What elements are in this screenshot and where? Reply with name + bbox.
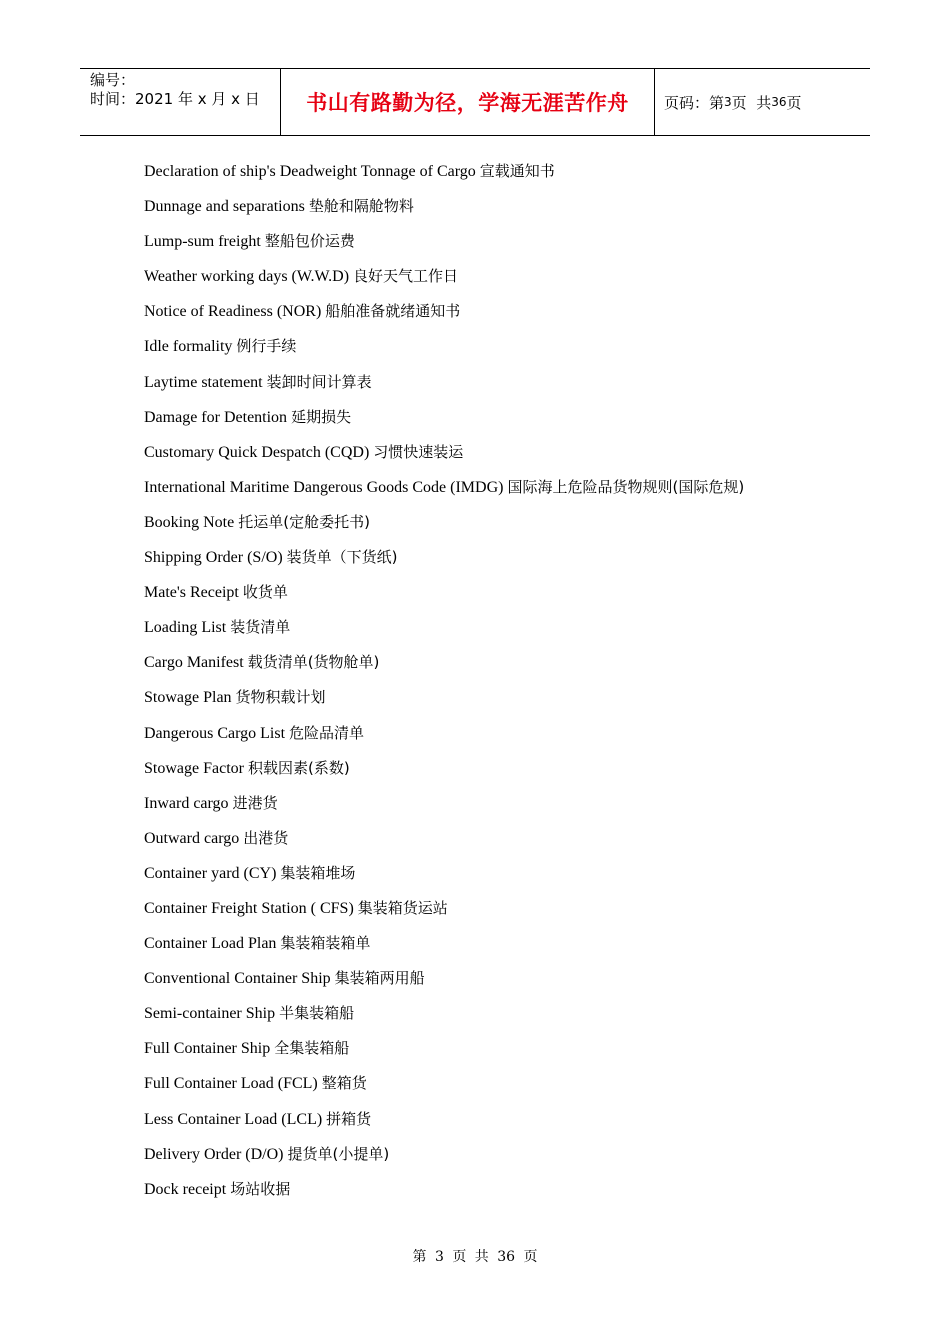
term-chinese: 拼箱货 <box>326 1109 372 1128</box>
term-chinese: 垫舱和隔舱物料 <box>308 197 414 216</box>
term-english: Stowage Plan <box>144 689 232 707</box>
term-english: Dock receipt <box>144 1180 227 1198</box>
term-chinese: 集装箱两用船 <box>334 969 425 988</box>
term-english: Damage for Detention <box>144 408 288 426</box>
term-chinese: 全集装箱船 <box>274 1039 350 1058</box>
term-english: International Maritime Dangerous Goods Code (IMDG) <box>144 478 504 496</box>
list-item <box>144 892 864 927</box>
document-number-label: 编号： <box>90 71 136 89</box>
term-chinese: 进港货 <box>232 793 278 812</box>
term-chinese: 整箱货 <box>321 1074 367 1093</box>
term-english: Loading List <box>144 619 227 637</box>
term-chinese: 装货单（下货纸) <box>286 548 398 567</box>
term-english: Mate's Receipt <box>144 584 239 602</box>
page-header <box>80 68 870 136</box>
list-item <box>144 576 864 611</box>
term-english: Semi-container Ship <box>144 1005 276 1023</box>
term-english: Full Container Load (FCL) <box>144 1075 318 1093</box>
list-item <box>144 857 864 892</box>
list-item <box>144 717 864 752</box>
header-motto: 书山有路勤为径，学海无涯苦作舟 <box>281 69 655 135</box>
term-chinese: 半集装箱船 <box>279 1004 355 1023</box>
term-chinese: 出港货 <box>243 828 289 847</box>
term-english: Dangerous Cargo List <box>144 724 286 742</box>
list-item <box>144 997 864 1032</box>
list-item <box>144 1138 864 1173</box>
footer-word-ye-end: 页 <box>523 1249 538 1265</box>
term-chinese: 例行手续 <box>236 337 297 356</box>
list-item <box>144 646 864 681</box>
term-english: Booking Note <box>144 513 235 531</box>
list-item <box>144 190 864 225</box>
list-item <box>144 611 864 646</box>
page-footer <box>0 1246 950 1266</box>
list-item <box>144 366 864 401</box>
term-chinese: 习惯快速装运 <box>373 442 464 461</box>
term-english: Outward cargo <box>144 829 240 847</box>
term-chinese: 集装箱装箱单 <box>280 934 371 953</box>
list-item <box>144 787 864 822</box>
list-item <box>144 401 864 436</box>
footer-word-di: 第 <box>412 1249 427 1265</box>
term-chinese: 集装箱堆场 <box>280 863 356 882</box>
term-english: Container yard (CY) <box>144 864 277 882</box>
list-item <box>144 962 864 997</box>
term-english: Customary Quick Despatch (CQD) <box>144 443 370 461</box>
term-chinese: 集装箱货运站 <box>357 898 448 917</box>
list-item <box>144 260 864 295</box>
list-item <box>144 927 864 962</box>
term-chinese: 装货清单 <box>230 618 291 637</box>
term-english: Declaration of ship's Deadweight Tonnage of Cargo <box>144 163 476 180</box>
page-label: 页码：第 <box>664 93 725 112</box>
term-english: Weather working days (W.W.D) <box>144 268 350 286</box>
list-item <box>144 822 864 857</box>
list-item <box>144 1173 864 1208</box>
list-item <box>144 1032 864 1067</box>
page-mid-label: 页 共 <box>731 93 772 112</box>
term-english: Notice of Readiness (NOR) <box>144 303 322 321</box>
term-english: Lump-sum freight <box>144 233 261 251</box>
header-meta <box>80 69 281 135</box>
list-item <box>144 1067 864 1102</box>
term-chinese: 装卸时间计算表 <box>266 372 372 391</box>
term-english: Stowage Factor <box>144 759 244 777</box>
list-item <box>144 506 864 541</box>
term-chinese: 货物积载计划 <box>235 688 326 707</box>
list-item <box>144 225 864 260</box>
term-english: Delivery Order (D/O) <box>144 1145 284 1163</box>
term-english: Dunnage and separations <box>144 198 305 216</box>
term-chinese: 危险品清单 <box>289 723 365 742</box>
list-item <box>144 436 864 471</box>
list-item <box>144 155 864 190</box>
list-item <box>144 1103 864 1138</box>
term-chinese: 载货清单(货物舱单) <box>247 653 380 672</box>
term-english: Inward cargo <box>144 794 229 812</box>
term-chinese: 场站收据 <box>230 1179 291 1198</box>
list-item <box>144 752 864 787</box>
term-chinese: 宣载通知书 <box>479 162 555 180</box>
list-item <box>144 471 864 506</box>
term-english: Cargo Manifest <box>144 654 244 672</box>
term-english: Full Container Ship <box>144 1040 271 1058</box>
page-number: 3 <box>724 95 732 109</box>
page-total: 36 <box>771 95 787 109</box>
term-chinese: 提货单(小提单) <box>287 1144 390 1163</box>
list-item <box>144 295 864 330</box>
term-english: Conventional Container Ship <box>144 970 331 988</box>
term-chinese: 积载因素(系数) <box>247 758 350 777</box>
footer-page-number: 3 <box>434 1249 444 1265</box>
term-english: Container Freight Station ( CFS) <box>144 899 354 917</box>
document-date: 时间：2021 年 x 月 x 日 <box>90 90 260 108</box>
term-english: Laytime statement <box>144 373 263 391</box>
list-item <box>144 541 864 576</box>
term-chinese: 船舶准备就绪通知书 <box>325 302 461 321</box>
term-chinese: 托运单(定舱委托书) <box>238 512 370 531</box>
footer-word-ye: 页 <box>452 1249 467 1265</box>
term-english: Less Container Load (LCL) <box>144 1110 323 1128</box>
term-chinese: 延期损失 <box>291 407 352 426</box>
term-english: Container Load Plan <box>144 935 277 953</box>
term-english: Idle formality <box>144 338 233 356</box>
term-list <box>144 155 864 1208</box>
header-page-info <box>655 69 870 135</box>
page-end-label: 页 <box>786 93 802 112</box>
footer-word-gong: 共 <box>474 1249 489 1265</box>
footer-page-total: 36 <box>497 1249 516 1265</box>
term-chinese: 整船包价运费 <box>264 232 355 251</box>
term-chinese: 国际海上危险品货物规则(国际危规) <box>507 477 745 496</box>
list-item <box>144 681 864 716</box>
list-item <box>144 330 864 365</box>
term-chinese: 收货单 <box>242 583 288 602</box>
term-chinese: 良好天气工作日 <box>353 267 459 286</box>
term-english: Shipping Order (S/O) <box>144 549 283 567</box>
